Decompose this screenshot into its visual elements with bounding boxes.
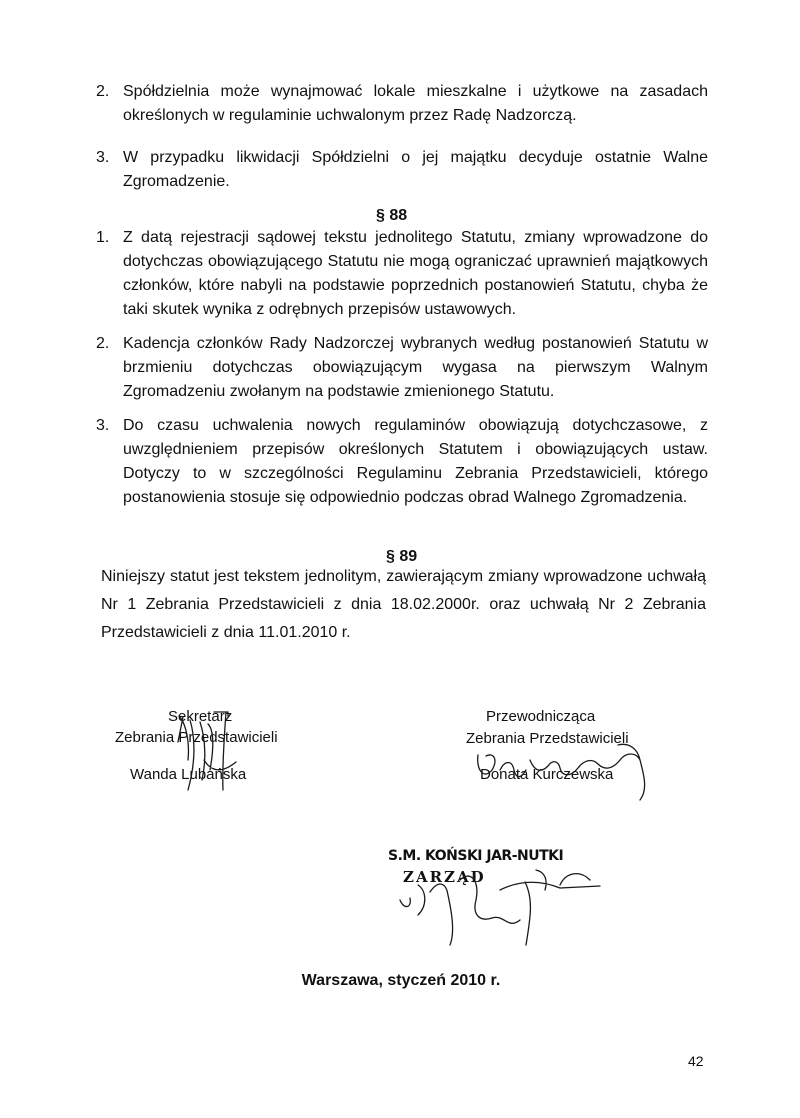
signature-title: Przewodnicząca <box>486 708 596 725</box>
paragraph-text: Spółdzielnia może wynajmować lokale mieszkalne i użytkowe na zasadach określonych w regulaminie uchwalonym przez Radę Nadzorczą. <box>123 83 708 124</box>
paragraph-text: Kadencja członków Rady Nadzorczej wybranych według postanowień Statutu w brzmieniu dotychczas obowiązującym wygasa na pierwszym Walnym Zgromadzeniu zwołanym na podstawie zmienionego Statutu. <box>123 335 708 400</box>
signature-body: Zebrania Przedstawicieli <box>115 729 278 746</box>
section-89-line-2: Nr 1 Zebrania Przedstawicieli z dnia 18.02.2000r. oraz uchwałą Nr 2 Zebrania <box>101 596 706 613</box>
paragraph-number: 2. <box>96 335 110 352</box>
paragraph-number: 3. <box>96 417 110 434</box>
section-88-item-2 <box>96 332 708 404</box>
paragraph-text: Do czasu uchwalenia nowych regulaminów obowiązują dotychczasowe, z uwzględnieniem przepisów określonych Statutem i obowiązujących ustaw. Dotyczy to w szczególności Regulaminu Zebrania Przedstawicieli, którego postanowienia stosuje się odpowiednio podczas obrad Walnego Zgromadzenia. <box>123 417 708 506</box>
signature-title: Sekretarz <box>168 708 233 725</box>
page-number: 42 <box>688 1053 704 1069</box>
paragraph-3 <box>96 146 708 194</box>
section-88-item-1 <box>96 226 708 322</box>
place-and-date <box>0 972 800 990</box>
section-88-heading: § 88 <box>376 207 408 224</box>
signature-body: Zebrania Przedstawicieli <box>466 730 629 747</box>
stamp-line-2: ZARZĄD <box>403 868 486 886</box>
section-89-line-3: Przedstawicieli z dnia 11.01.2010 r. <box>101 624 351 641</box>
paragraph-2 <box>96 80 708 128</box>
stamp-line-1: S.M. KOŃSKI JAR-NUTKI <box>388 848 564 864</box>
paragraph-number: 2. <box>96 83 110 100</box>
section-88-item-3 <box>96 414 708 510</box>
paragraph-number: 1. <box>96 229 110 246</box>
section-89-heading: § 89 <box>386 548 418 565</box>
signature-name: Donata Kurczewska <box>480 766 614 783</box>
signature-name: Wanda Lubańska <box>130 766 247 783</box>
paragraph-number: 3. <box>96 149 110 166</box>
paragraph-text: Z datą rejestracji sądowej tekstu jednolitego Statutu, zmiany wprowadzone do dotychczas obowiązującego Statutu nie mogą ograniczać uprawnień majątkowych członków, które nabyli na podstawie poprzednich postanowień Statutu, chyba że taki skutek wynika z odrębnych przepisów ustawowych. <box>123 229 708 318</box>
place-date-text: Warszawa, styczeń 2010 r. <box>301 972 501 989</box>
paragraph-text: W przypadku likwidacji Spółdzielni o jej majątku decyduje ostatnie Walne Zgromadzenie. <box>123 149 708 190</box>
section-89-line-1: Niniejszy statut jest tekstem jednolitym, zawierającym zmiany wprowadzone uchwałą <box>101 568 706 585</box>
section-89-text <box>96 565 708 645</box>
